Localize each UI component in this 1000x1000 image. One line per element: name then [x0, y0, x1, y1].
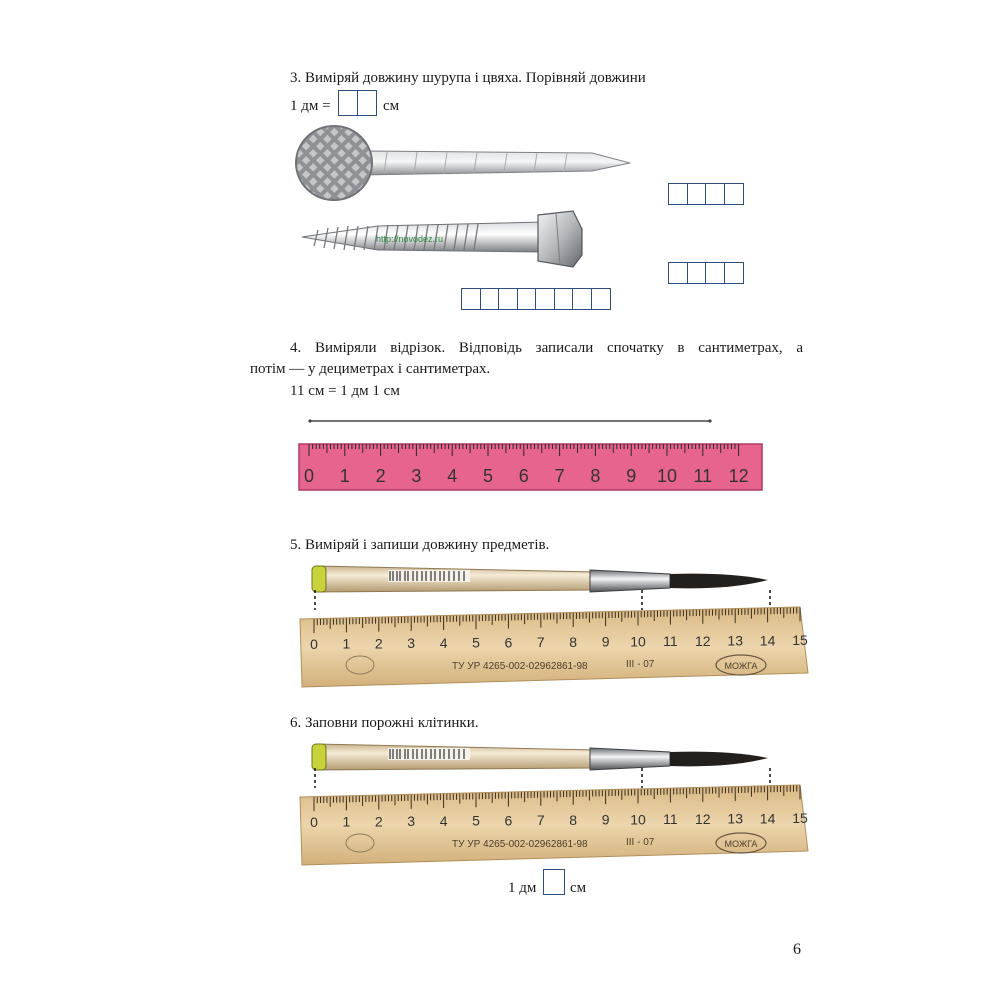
ruler-number: 8 — [569, 633, 578, 650]
ruler-number: 9 — [601, 811, 610, 828]
ruler-brand: МОЖГА — [724, 839, 758, 849]
page-number: 6 — [793, 941, 801, 958]
task3-answer-boxes[interactable] — [338, 90, 377, 116]
ruler-number: 9 — [626, 466, 637, 486]
ruler-number: 6 — [504, 634, 513, 651]
ruler-mark: III - 07 — [626, 659, 655, 670]
answer-cell[interactable] — [572, 288, 592, 310]
answer-cell[interactable] — [687, 262, 707, 284]
ruler-number: 2 — [374, 813, 383, 830]
task5-heading: 5. Виміряй і запиши довжину предметів. — [290, 537, 550, 553]
task3-boxes-middle[interactable] — [668, 262, 744, 284]
answer-cell[interactable] — [543, 869, 565, 895]
ruler-number: 14 — [759, 810, 776, 827]
ruler-number: 4 — [447, 466, 458, 486]
ruler-number: 8 — [569, 811, 578, 828]
ruler-number: 1 — [339, 466, 350, 486]
task3-boxes-bottom[interactable] — [461, 288, 611, 310]
screw-watermark: http://novodez.ru — [376, 234, 444, 244]
task4-text-line2: потім — у дециметрах і сантиметрах. — [250, 361, 491, 377]
pink-ruler — [299, 444, 762, 490]
ruler-number: 12 — [695, 810, 711, 827]
ruler-print: ТУ УР 4265-002-02962861-98 — [452, 839, 588, 850]
ruler-number: 8 — [590, 466, 601, 486]
task3-heading: 3. Виміряй довжину шурупа і цвяха. Порівняй довжини — [290, 70, 646, 86]
answer-cell[interactable] — [705, 183, 725, 205]
ruler-number: 5 — [482, 466, 494, 486]
ruler-number: 0 — [303, 466, 315, 486]
ruler-number: 12 — [695, 632, 711, 649]
ruler-number: 1 — [342, 635, 351, 652]
ruler-number: 10 — [630, 633, 646, 650]
answer-cell[interactable] — [498, 288, 518, 310]
ruler-mark: III - 07 — [626, 837, 655, 848]
ruler-number: 3 — [407, 813, 416, 830]
ruler-number: 3 — [407, 635, 416, 652]
task3-equation-left: 1 дм = — [290, 98, 331, 114]
task4-text-line1: 4. Виміряли відрізок. Відповідь записали спочатку в сантиметрах, а — [290, 340, 803, 356]
ruler-brand: МОЖГА — [724, 661, 758, 671]
ruler-number: 13 — [727, 632, 743, 649]
task6-equation-left: 1 дм — [508, 880, 537, 896]
ruler-number: 6 — [504, 812, 513, 829]
task6-heading: 6. Заповни порожні клітинки. — [290, 715, 479, 731]
ruler-number: 2 — [375, 466, 386, 486]
answer-cell[interactable] — [668, 262, 688, 284]
answer-cell[interactable] — [461, 288, 481, 310]
task3-boxes-top[interactable] — [668, 183, 744, 205]
ruler-number: 7 — [536, 634, 545, 651]
answer-cell[interactable] — [724, 262, 744, 284]
ruler-number: 12 — [728, 466, 749, 486]
answer-cell[interactable] — [517, 288, 537, 310]
ruler-number: 11 — [663, 633, 678, 650]
ruler-number: 9 — [601, 633, 610, 650]
ruler-number: 4 — [439, 812, 448, 829]
ruler-number: 15 — [792, 632, 808, 648]
ruler-number: 14 — [759, 632, 776, 649]
answer-cell[interactable] — [554, 288, 574, 310]
ruler-number: 10 — [630, 811, 646, 828]
measured-segment — [308, 418, 712, 424]
answer-cell[interactable] — [338, 90, 358, 116]
task6-answer-box[interactable] — [543, 869, 565, 895]
ruler-number: 0 — [310, 813, 318, 830]
answer-cell[interactable] — [724, 183, 744, 205]
ruler-number: 2 — [374, 635, 383, 652]
ruler-number: 5 — [472, 634, 480, 651]
ruler-number: 7 — [554, 466, 565, 486]
wood-ruler-task5 — [300, 607, 810, 687]
answer-cell[interactable] — [535, 288, 555, 310]
answer-cell[interactable] — [357, 90, 377, 116]
answer-cell[interactable] — [480, 288, 500, 310]
ruler-number: 13 — [727, 810, 743, 827]
task3-equation-unit: см — [383, 98, 400, 114]
ruler-number: 7 — [536, 812, 545, 829]
ruler-number: 6 — [518, 466, 529, 486]
ruler-number: 10 — [656, 466, 678, 486]
nail-image — [292, 125, 637, 205]
ruler-number: 15 — [792, 810, 808, 826]
answer-cell[interactable] — [668, 183, 688, 205]
answer-cell[interactable] — [687, 183, 707, 205]
ruler-number: 3 — [411, 466, 422, 486]
ruler-number: 11 — [693, 466, 713, 486]
task6-equation-unit: см — [570, 880, 587, 896]
answer-cell[interactable] — [591, 288, 611, 310]
ruler-number: 11 — [663, 811, 678, 828]
wood-ruler-task6 — [300, 785, 810, 865]
ruler-number: 4 — [439, 634, 448, 651]
ruler-number: 0 — [310, 635, 318, 652]
ruler-number: 5 — [472, 812, 480, 829]
ruler-print: ТУ УР 4265-002-02962861-98 — [452, 661, 588, 672]
screw-image — [298, 207, 588, 277]
answer-cell[interactable] — [705, 262, 725, 284]
ruler-number: 1 — [342, 813, 351, 830]
task4-example: 11 см = 1 дм 1 см — [290, 383, 400, 399]
